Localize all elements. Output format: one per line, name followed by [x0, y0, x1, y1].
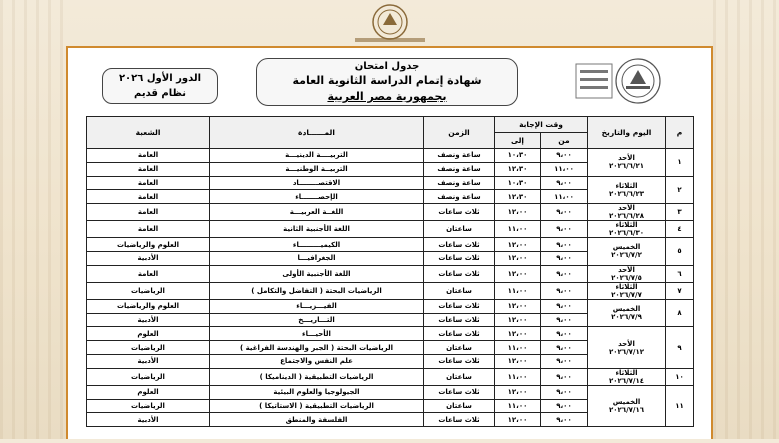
round-label: الدور الأول ٢٠٢٦ — [118, 73, 202, 84]
title-line2: شهادة إتمام الدراسة الثانوية العامة — [292, 74, 482, 87]
cell-from: ١١،٠٠ — [541, 162, 588, 176]
table-row — [87, 204, 694, 221]
cell-branch: العامة — [87, 162, 210, 176]
cell-branch: العلوم — [87, 385, 210, 399]
cell-num: ١١ — [666, 385, 694, 426]
cell-to: ١٠،٣٠ — [495, 149, 541, 163]
table-row — [87, 299, 694, 313]
cell-day-date — [588, 204, 666, 221]
cell-branch: الرياضيات — [87, 399, 210, 413]
cell-day-date — [588, 327, 666, 368]
cell-day: الخميس — [612, 243, 641, 252]
cell-duration: ثلاث ساعات — [424, 251, 495, 265]
cell-day: الثلاثاء — [615, 221, 638, 230]
cell-subject: الرياضيات البحتة ( التفاضل والتكامل ) — [210, 282, 424, 299]
cell-num: ٦ — [666, 265, 694, 282]
cell-duration: ساعة ونصف — [424, 162, 495, 176]
cell-day-date — [588, 149, 666, 177]
cell-day-date — [588, 299, 666, 327]
cell-num: ٨ — [666, 299, 694, 327]
cell-branch: العامة — [87, 149, 210, 163]
cell-subject: اللغة الأجنبية الأولى — [210, 265, 424, 282]
cell-day-date — [588, 385, 666, 426]
cell-day: الأحد — [618, 154, 635, 163]
cell-day-date — [588, 368, 666, 385]
cell-from: ٩،٠٠ — [541, 176, 588, 190]
cell-date: ٢٠٢٦/٧/٢ — [611, 251, 642, 260]
cell-to: ١٢،٠٠ — [495, 354, 541, 368]
background-decoration-right — [713, 0, 779, 439]
cell-duration: ثلاث ساعات — [424, 204, 495, 221]
cell-num: ١٠ — [666, 368, 694, 385]
cell-date: ٢٠٢٦/٧/٧ — [611, 290, 642, 299]
header-day-date: اليوم والتاريخ — [588, 117, 666, 149]
cell-branch: العلوم والرياضيات — [87, 238, 210, 252]
schedule-table-wrapper — [86, 116, 693, 443]
cell-duration: ساعتان — [424, 282, 495, 299]
cell-duration: ثلاث ساعات — [424, 385, 495, 399]
cell-day-date — [588, 238, 666, 266]
cell-duration: ثلاث ساعات — [424, 299, 495, 313]
background-decoration-left — [0, 0, 66, 439]
header-subject: المــــــادة — [210, 117, 424, 149]
cell-subject: الجيولوجيا والعلوم البيئية — [210, 385, 424, 399]
cell-to: ١٠،٣٠ — [495, 176, 541, 190]
table-row — [87, 385, 694, 399]
cell-from: ٩،٠٠ — [541, 251, 588, 265]
cell-branch: الأدبية — [87, 413, 210, 427]
cell-num: ٤ — [666, 221, 694, 238]
cell-day: الأحد — [618, 265, 635, 274]
cell-date: ٢٠٢٦/٧/١٦ — [608, 405, 645, 414]
cell-to: ١٢،٠٠ — [495, 265, 541, 282]
exam-schedule-document — [66, 46, 713, 439]
header-num: م — [666, 117, 694, 149]
table-row — [87, 265, 694, 282]
cell-subject: علم النفس والاجتماع — [210, 354, 424, 368]
cell-to: ١١،٠٠ — [495, 399, 541, 413]
cell-subject: اللغة الأجنبية الثانية — [210, 221, 424, 238]
cell-date: ٢٠٢٦/٦/٣٠ — [608, 229, 645, 238]
cell-branch: العامة — [87, 176, 210, 190]
cell-day-date — [588, 176, 666, 204]
cell-duration: ثلاث ساعات — [424, 413, 495, 427]
cell-num: ٣ — [666, 204, 694, 221]
cell-day: الثلاثاء — [615, 282, 638, 291]
table-row — [87, 327, 694, 341]
cell-num: ٧ — [666, 282, 694, 299]
cell-to: ١٢،٣٠ — [495, 190, 541, 204]
cell-duration: ساعة ونصف — [424, 149, 495, 163]
cell-num: ٩ — [666, 327, 694, 368]
cell-duration: ثلاث ساعات — [424, 313, 495, 327]
cell-duration: ساعة ونصف — [424, 176, 495, 190]
cell-to: ١٢،٠٠ — [495, 385, 541, 399]
title-box — [256, 58, 518, 106]
cell-from: ٩،٠٠ — [541, 221, 588, 238]
cell-to: ١١،٠٠ — [495, 341, 541, 355]
cell-date: ٢٠٢٦/٦/٢٣ — [608, 189, 645, 198]
cell-from: ٩،٠٠ — [541, 341, 588, 355]
table-row — [87, 282, 694, 299]
ministry-top-logo-icon — [345, 3, 435, 45]
cell-day-date — [588, 265, 666, 282]
cell-branch: الرياضيات — [87, 341, 210, 355]
table-row — [87, 149, 694, 163]
cell-branch: الرياضيات — [87, 368, 210, 385]
cell-from: ٩،٠٠ — [541, 385, 588, 399]
exam-round-box — [102, 68, 218, 104]
cell-branch: العامة — [87, 204, 210, 221]
cell-duration: ساعتان — [424, 221, 495, 238]
title-line1: جدول امتحان — [354, 61, 420, 72]
cell-date: ٢٠٢٦/٦/٢٨ — [608, 212, 645, 221]
cell-day: الأحد — [618, 204, 635, 213]
table-row — [87, 221, 694, 238]
table-row — [87, 368, 694, 385]
cell-to: ١٢،٠٠ — [495, 313, 541, 327]
cell-duration: ثلاث ساعات — [424, 327, 495, 341]
cell-branch: العلوم والرياضيات — [87, 299, 210, 313]
cell-date: ٢٠٢٦/٦/٢١ — [608, 162, 645, 171]
cell-branch: الرياضيات — [87, 282, 210, 299]
cell-subject: الرياضيات التطبيقية ( الديناميكا ) — [210, 368, 424, 385]
cell-duration: ساعتان — [424, 368, 495, 385]
cell-date: ٢٠٢٦/٧/٩ — [611, 313, 642, 322]
cell-date: ٢٠٢٦/٧/٥ — [611, 273, 642, 282]
cell-duration: ثلاث ساعات — [424, 265, 495, 282]
cell-subject: التـــاريـــخ — [210, 313, 424, 327]
cell-num: ١ — [666, 149, 694, 177]
header-from: من — [541, 133, 588, 149]
cell-day-date — [588, 282, 666, 299]
system-label: نظام قديم — [134, 88, 186, 99]
cell-subject: التربيــة الوطنيـــة — [210, 162, 424, 176]
cell-from: ٩،٠٠ — [541, 204, 588, 221]
cell-subject: الكيميـــــــــاء — [210, 238, 424, 252]
cell-from: ٩،٠٠ — [541, 327, 588, 341]
cell-branch: العامة — [87, 221, 210, 238]
cell-subject: الرياضيات التطبيقية ( الاستاتيكا ) — [210, 399, 424, 413]
cell-branch: الأدبية — [87, 251, 210, 265]
cell-to: ١٢،٠٠ — [495, 299, 541, 313]
cell-to: ١٢،٠٠ — [495, 251, 541, 265]
title-line3: بجمهورية مصر العربية — [327, 90, 447, 103]
cell-subject: الفلسفة والمنطق — [210, 413, 424, 427]
cell-duration: ثلاث ساعات — [424, 238, 495, 252]
cell-to: ١٢،٣٠ — [495, 162, 541, 176]
cell-branch: الأدبية — [87, 354, 210, 368]
cell-duration: ساعة ونصف — [424, 190, 495, 204]
header-duration: الزمن — [424, 117, 495, 149]
document-header — [68, 48, 711, 114]
cell-from: ٩،٠٠ — [541, 282, 588, 299]
cell-branch: العلوم — [87, 327, 210, 341]
cell-duration: ساعتان — [424, 341, 495, 355]
cell-to: ١٢،٠٠ — [495, 204, 541, 221]
cell-duration: ساعتان — [424, 399, 495, 413]
cell-from: ٩،٠٠ — [541, 413, 588, 427]
cell-from: ٩،٠٠ — [541, 354, 588, 368]
schedule-body — [87, 149, 694, 427]
cell-to: ١٢،٠٠ — [495, 238, 541, 252]
cell-duration: ثلاث ساعات — [424, 354, 495, 368]
cell-date: ٢٠٢٦/٧/١٢ — [608, 347, 645, 356]
cell-branch: العامة — [87, 265, 210, 282]
cell-day: الخميس — [612, 305, 641, 314]
cell-branch: الأدبية — [87, 313, 210, 327]
header-answer-time: وقت الإجابة — [495, 117, 588, 133]
cell-from: ١١،٠٠ — [541, 190, 588, 204]
cell-subject: الفيـــزيـــاء — [210, 299, 424, 313]
cell-num: ٥ — [666, 238, 694, 266]
cell-subject: التربيــــة الدينيـــة — [210, 149, 424, 163]
cell-date: ٢٠٢٦/٧/١٤ — [608, 376, 645, 385]
cell-branch: العامة — [87, 190, 210, 204]
schedule-table — [86, 116, 694, 427]
cell-subject: اللغــة العربيـــة — [210, 204, 424, 221]
cell-day: الخميس — [612, 397, 641, 406]
cell-subject: الإحصـــــــاء — [210, 190, 424, 204]
cell-to: ١١،٠٠ — [495, 368, 541, 385]
cell-to: ١١،٠٠ — [495, 282, 541, 299]
cell-subject: الاقتصــــــــاد — [210, 176, 424, 190]
cell-from: ٩،٠٠ — [541, 265, 588, 282]
cell-day: الثلاثاء — [615, 181, 638, 190]
cell-to: ١١،٠٠ — [495, 221, 541, 238]
cell-to: ١٢،٠٠ — [495, 413, 541, 427]
cell-subject: الرياضيات البحتة ( الجبر والهندسة الفراغية ) — [210, 341, 424, 355]
cell-day-date — [588, 221, 666, 238]
cell-from: ٩،٠٠ — [541, 399, 588, 413]
cell-day: الأحد — [618, 339, 635, 348]
header-to: إلى — [495, 133, 541, 149]
cell-from: ٩،٠٠ — [541, 149, 588, 163]
cell-from: ٩،٠٠ — [541, 299, 588, 313]
cell-num: ٢ — [666, 176, 694, 204]
cell-from: ٩،٠٠ — [541, 313, 588, 327]
cell-to: ١٢،٠٠ — [495, 327, 541, 341]
table-row — [87, 176, 694, 190]
cell-from: ٩،٠٠ — [541, 368, 588, 385]
cell-from: ٩،٠٠ — [541, 238, 588, 252]
cell-subject: الأحيـــاء — [210, 327, 424, 341]
table-row — [87, 238, 694, 252]
header-branch: الشعبة — [87, 117, 210, 149]
cell-day: الثلاثاء — [615, 368, 638, 377]
cell-subject: الجغرافيـــا — [210, 251, 424, 265]
ministry-emblem-icon — [568, 54, 668, 108]
